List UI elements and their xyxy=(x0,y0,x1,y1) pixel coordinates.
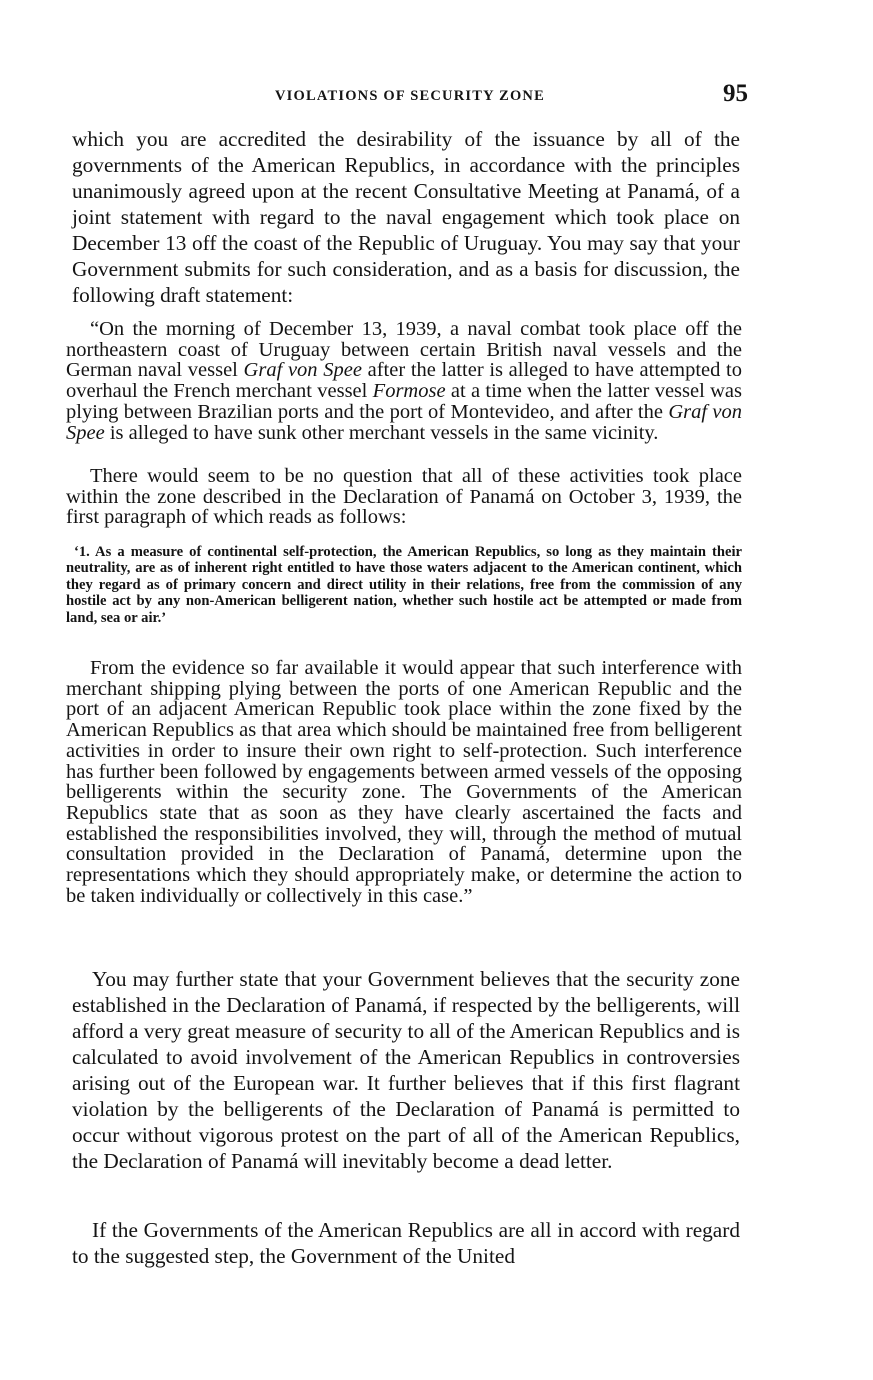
page-header xyxy=(72,80,748,110)
quote-paragraph-naval-combat xyxy=(66,319,742,443)
quote-paragraph-zone: There would seem to be no question that all of these activities took place within the zone described in the Declaration of Panamá on October 3, 1939, the first paragraph of which reads as follows: xyxy=(66,465,742,529)
page-number: 95 xyxy=(723,80,748,107)
quote-paragraph-evidence: From the evidence so far available it would appear that such interference with merchant shipping plying between the ports of one American Republic and the port of an adjacent American Republic took place within the zone fixed by the American Republics as that area which should be maintained free from belligerent activities in order to insure their own right to self-protection. Such interference has further been followed by engagements between armed vessels of the opposing belligerents within the security zone. The Governments of the American Republics state that as soon as they have clearly ascertained the facts and established the responsibilities involved, they will, through the method of mutual consultation provided in the Declaration of Panamá, determine upon the representations which they should appropriately make, or determine the action to be taken individually or collectively in this case.” xyxy=(66,657,742,907)
paragraph-security-zone: You may further state that your Government believes that the security zone established in the Declaration of Panamá, if respected by the belligerents, will afford a very great measure of security to all of the American Republics and is calculated to avoid involvement of the American Republics in controversies arising out of the European war. It further believes that if this first flagrant violation by the belligerents of the Declaration of Panamá is permitted to occur without vigorous protest on the part of all of the American Republics, the Declaration of Panamá will inevitably become a dead letter. xyxy=(72,967,740,1173)
quote-text-segment: is alleged to have sunk other merchant vessels in the same vicinity. xyxy=(104,421,659,444)
ship-name: Graf von Spee xyxy=(66,400,743,444)
ship-name: Graf von Spee xyxy=(243,359,362,382)
quote-text-segment: “On the morning of December 13, 1939, a naval combat took place off the northeastern coast of Uruguay between certain British naval vessels and the German naval vessel xyxy=(66,318,742,382)
paragraph-accord: If the Governments of the American Republics are all in accord with regard to the suggested step, the Government of the United xyxy=(72,1218,740,1268)
ship-name: Formose xyxy=(372,380,446,403)
declaration-excerpt: ‘1. As a measure of continental self-protection, the American Republics, so long as they maintain their neutrality, are as of inherent right entitled to have those waters adjacent to the American continent, which they regard as of primary concern and direct utility in their relations, free from the commission of any hostile act by any non-American belligerent nation, whether such hostile act be attempted or made from land, sea or air.’ xyxy=(66,544,742,626)
quote-text-segment: after the latter is alleged to have attempted to overhaul the French merchant vessel xyxy=(66,359,742,403)
running-title: VIOLATIONS OF SECURITY ZONE xyxy=(275,88,545,104)
quote-text-segment: at a time when the latter vessel was plying between Brazilian ports and the port of Montevideo, and after the xyxy=(66,380,742,423)
paragraph-opening: which you are accredited the desirability of the issuance by all of the governments of the American Republics, in accordance with the principles unanimously agreed upon at the recent Consultative Meeting at Panamá, of a joint statement with regard to the naval engagement which took place on December 13 off the coast of the Republic of Uruguay. You may say that your Government submits for such consideration, and as a basis for discussion, the following draft statement: xyxy=(72,127,740,307)
